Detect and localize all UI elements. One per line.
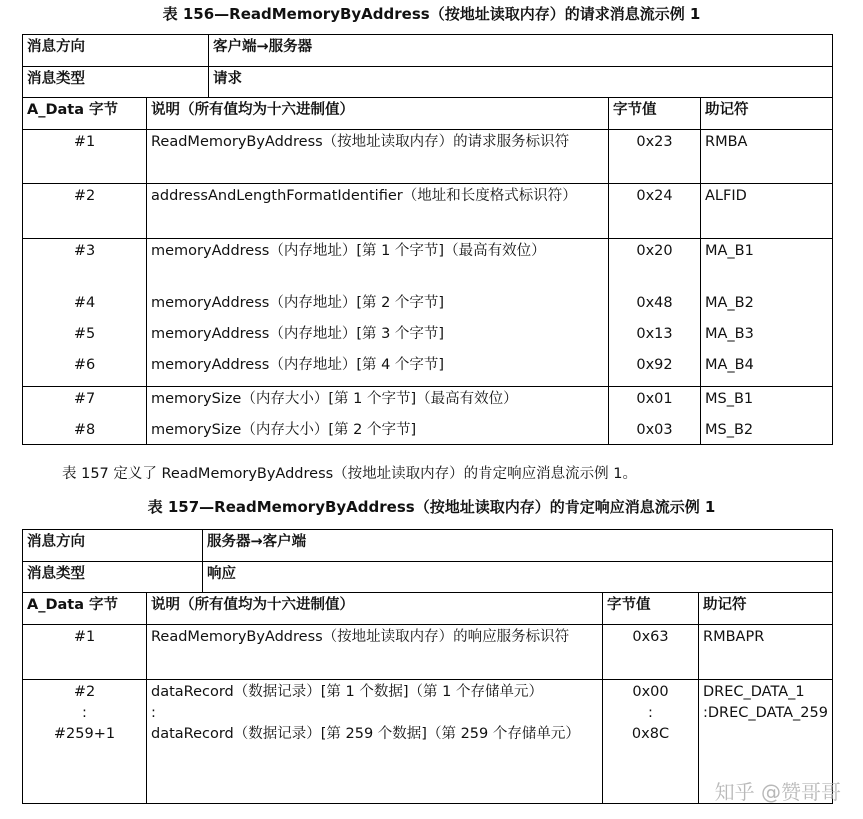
table-row-group	[23, 387, 833, 445]
desc-cell	[147, 680, 603, 804]
byte-cell	[23, 387, 147, 445]
value-5: 0x13	[636, 326, 673, 342]
value-cell: 0x23	[609, 130, 701, 184]
desc-8: memorySize（内存大小）[第 2 个字节]	[151, 422, 417, 438]
desc-cell: ReadMemoryByAddress（按地址读取内存）的响应服务标识符	[147, 625, 603, 680]
desc-line: dataRecord（数据记录）[第 1 个数据]（第 1 个存储单元）	[151, 684, 543, 700]
direction-value: 客户端→服务器	[209, 35, 833, 67]
header-mnemonic: 助记符	[699, 593, 833, 625]
mnemonic-3: MA_B1	[705, 243, 754, 259]
header-value: 字节值	[603, 593, 699, 625]
mnemonic-4: MA_B2	[705, 295, 754, 311]
type-label: 消息类型	[23, 67, 209, 98]
mnemonic-line: DREC_DATA_1	[703, 684, 805, 700]
table-156	[22, 34, 833, 445]
table-row	[23, 680, 833, 804]
value-line: :	[648, 705, 653, 721]
header-byte: A_Data 字节	[23, 98, 147, 130]
desc-3: memoryAddress（内存地址）[第 1 个字节]（最高有效位）	[151, 243, 546, 259]
value-cell	[609, 239, 701, 387]
byte-cell: #1	[23, 130, 147, 184]
table-row	[23, 130, 833, 184]
byte-4: #4	[73, 295, 96, 311]
byte-line: #2	[73, 684, 96, 700]
byte-cell	[23, 680, 147, 804]
mnemonic-5: MA_B3	[705, 326, 754, 342]
value-4: 0x48	[636, 295, 673, 311]
byte-cell: #2	[23, 184, 147, 239]
mnemonic-line: :DREC_DATA_259	[703, 705, 828, 721]
desc-cell	[147, 387, 609, 445]
byte-cell: #1	[23, 625, 147, 680]
direction-label: 消息方向	[23, 35, 209, 67]
value-cell: 0x63	[603, 625, 699, 680]
mnemonic-6: MA_B4	[705, 357, 754, 373]
desc-7: memorySize（内存大小）[第 1 个字节]（最高有效位）	[151, 391, 518, 407]
value-cell	[603, 680, 699, 804]
direction-label: 消息方向	[23, 530, 203, 562]
desc-cell	[147, 239, 609, 387]
type-value: 请求	[209, 67, 833, 98]
header-desc: 说明（所有值均为十六进制值）	[147, 98, 609, 130]
table-157-caption: 表 157—ReadMemoryByAddress（按地址读取内存）的肯定响应消息流示例 1	[147, 498, 716, 516]
table-157	[22, 529, 833, 804]
value-3: 0x20	[636, 243, 673, 259]
desc-5: memoryAddress（内存地址）[第 3 个字节]	[151, 326, 445, 342]
byte-6: #6	[73, 357, 96, 373]
value-line: 0x00	[632, 684, 669, 700]
desc-line: dataRecord（数据记录）[第 259 个数据]（第 259 个存储单元）	[151, 726, 580, 742]
type-label: 消息类型	[23, 562, 203, 593]
paragraph-text: 表 157 定义了 ReadMemoryByAddress（按地址读取内存）的肯定响应消息流示例 1。	[62, 466, 638, 482]
byte-5: #5	[73, 326, 96, 342]
header-mnemonic: 助记符	[701, 98, 833, 130]
header-value: 字节值	[609, 98, 701, 130]
type-value: 响应	[203, 562, 833, 593]
byte-8: #8	[73, 422, 96, 438]
desc-line: :	[151, 705, 156, 721]
mnemonic-cell: RMBAPR	[699, 625, 833, 680]
value-7: 0x01	[636, 391, 673, 407]
table-row	[23, 184, 833, 239]
direction-value: 服务器→客户端	[203, 530, 833, 562]
mnemonic-cell	[701, 239, 833, 387]
value-cell	[609, 387, 701, 445]
desc-cell: ReadMemoryByAddress（按地址读取内存）的请求服务标识符	[147, 130, 609, 184]
desc-cell: addressAndLengthFormatIdentifier（地址和长度格式标识符）	[147, 184, 609, 239]
header-desc: 说明（所有值均为十六进制值）	[147, 593, 603, 625]
mnemonic-8: MS_B2	[705, 422, 754, 438]
byte-line: :	[82, 705, 87, 721]
mnemonic-cell	[701, 387, 833, 445]
value-line: 0x8C	[631, 726, 670, 742]
byte-cell	[23, 239, 147, 387]
byte-line: #259+1	[53, 726, 116, 742]
mnemonic-cell: RMBA	[701, 130, 833, 184]
value-cell: 0x24	[609, 184, 701, 239]
byte-7: #7	[73, 391, 96, 407]
table-row-group	[23, 239, 833, 387]
value-6: 0x92	[636, 357, 673, 373]
byte-3: #3	[73, 243, 96, 259]
table-156-caption: 表 156—ReadMemoryByAddress（按地址读取内存）的请求消息流示例 1	[162, 5, 701, 23]
value-8: 0x03	[636, 422, 673, 438]
mnemonic-7: MS_B1	[705, 391, 754, 407]
mnemonic-cell: ALFID	[701, 184, 833, 239]
table-row	[23, 625, 833, 680]
header-byte: A_Data 字节	[23, 593, 147, 625]
desc-4: memoryAddress（内存地址）[第 2 个字节]	[151, 295, 445, 311]
desc-6: memoryAddress（内存地址）[第 4 个字节]	[151, 357, 445, 373]
watermark: 知乎 @赞哥哥	[714, 780, 841, 804]
